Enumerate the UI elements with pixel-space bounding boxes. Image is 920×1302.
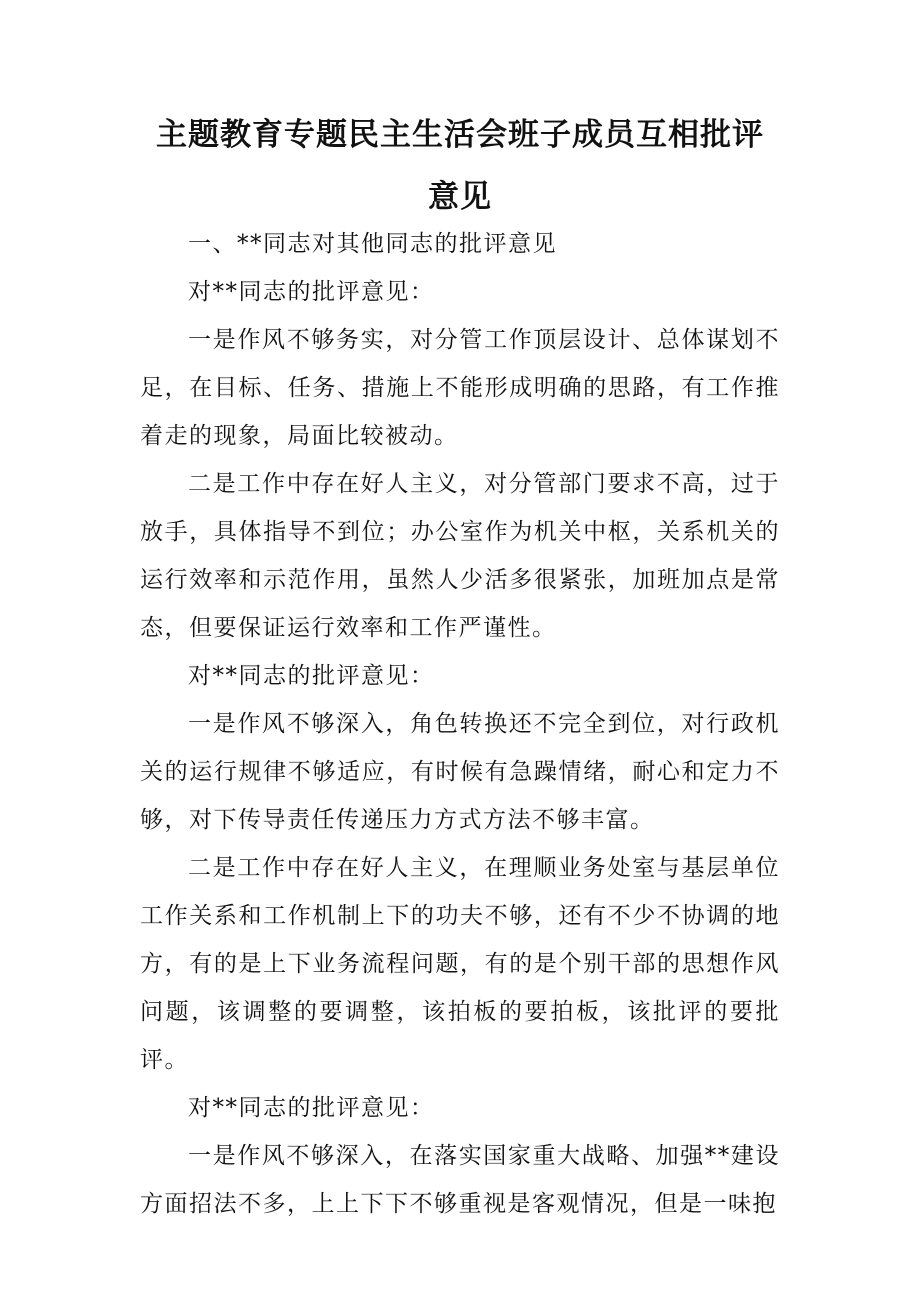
paragraph-2-2: 二是工作中存在好人主义，在理顺业务处室与基层单位工作关系和工作机制上下的功夫不够，还有不少不协调的地方，有的是上下业务流程问题，有的是个别干部的思想作风问题，该调整的要调整，该拍板的要拍板，该批评的要批评。: [140, 855, 780, 1073]
paragraph-3-1: 一是作风不够深入，在落实国家重大战略、加强**建设方面招法不多，上上下下不够重视是客观情况，但是一味抱: [140, 1143, 780, 1217]
section-heading: 一、**同志对其他同志的批评意见: [188, 231, 557, 257]
document-body: [140, 220, 780, 1228]
paragraph-1-1: 一是作风不够务实，对分管工作顶层设计、总体谋划不足，在目标、任务、措施上不能形成明确的思路，有工作推着走的现象，局面比较被动。: [140, 327, 780, 449]
subheading-critique-2: 对**同志的批评意见：: [188, 663, 435, 689]
subheading-critique-3: 对**同志的批评意见：: [188, 1095, 435, 1121]
document-title: [140, 0, 780, 228]
title-line-1: 主题教育专题民主生活会班子成员互相批评: [156, 117, 764, 153]
paragraph-1-2: 二是工作中存在好人主义，对分管部门要求不高，过于放手，具体指导不到位；办公室作为机关中枢，关系机关的运行效率和示范作用，虽然人少活多很紧张，加班加点是常态，但要保证运行效率和工作严谨性。: [140, 471, 780, 641]
title-line-2: 意见: [428, 179, 492, 215]
paragraph-2-1: 一是作风不够深入，角色转换还不完全到位，对行政机关的运行规律不够适应，有时候有急躁情绪，耐心和定力不够，对下传导责任传递压力方式方法不够丰富。: [140, 711, 780, 833]
subheading-critique-1: 对**同志的批评意见：: [188, 279, 435, 305]
